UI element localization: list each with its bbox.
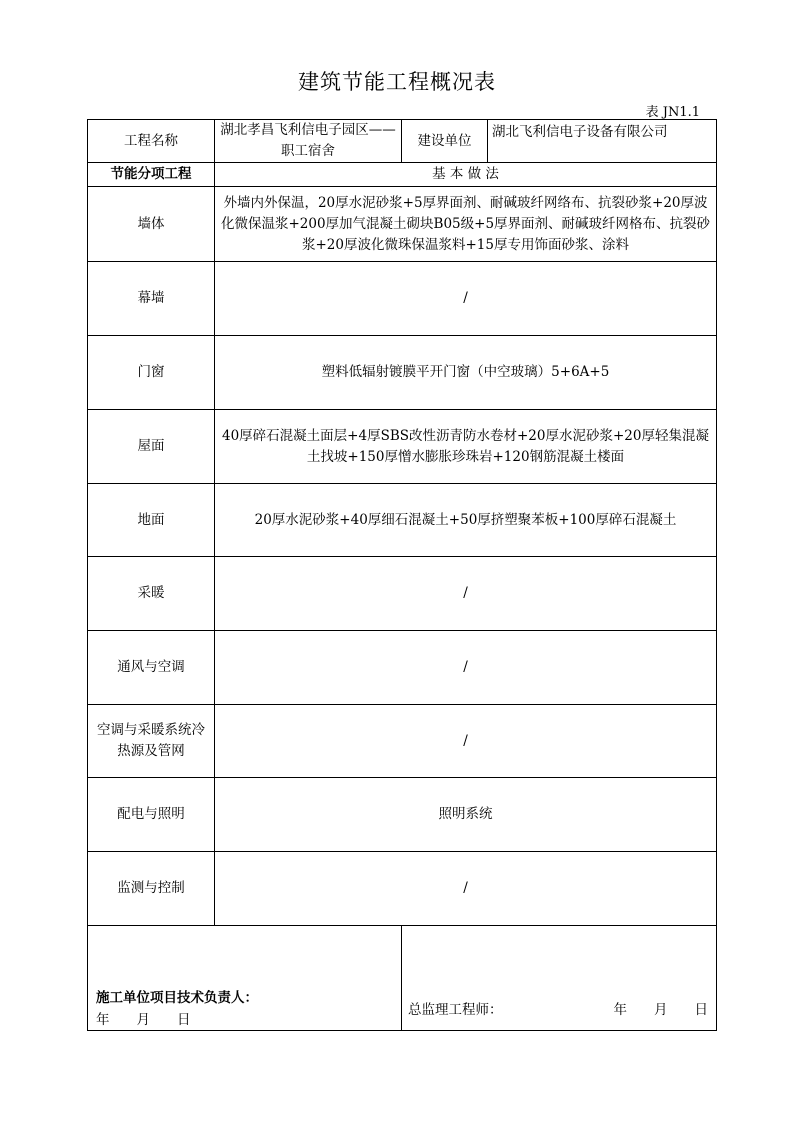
header-row bbox=[88, 120, 717, 163]
builder-label: 建设单位 bbox=[402, 120, 488, 163]
form-number: 表 JN1.1 bbox=[645, 105, 700, 120]
project-name-value: 湖北孝昌飞利信电子园区——职工宿舍 bbox=[215, 120, 402, 163]
row-method: 40厚碎石混凝土面层+4厚SBS改性沥青防水卷材+20厚水泥砂浆+20厚轻集混凝土找坡+150厚憎水膨胀珍珠岩+120钢筋混凝土楼面 bbox=[215, 410, 717, 484]
table-row bbox=[88, 187, 717, 262]
row-method: 塑料低辐射镀膜平开门窗（中空玻璃）5+6A+5 bbox=[215, 336, 717, 410]
row-item: 地面 bbox=[88, 484, 215, 557]
row-item: 门窗 bbox=[88, 336, 215, 410]
builder-value: 湖北飞利信电子设备有限公司 bbox=[488, 120, 717, 163]
column-header-row bbox=[88, 163, 717, 187]
construction-sign-date: 年 月 日 bbox=[96, 1012, 191, 1028]
table-row bbox=[88, 484, 717, 557]
column-header-item: 节能分项工程 bbox=[88, 163, 215, 187]
chief-supervisor-label: 总监理工程师： bbox=[408, 1002, 503, 1018]
row-item: 采暖 bbox=[88, 557, 215, 631]
table-row bbox=[88, 262, 717, 336]
document-title: 建筑节能工程概况表 bbox=[298, 70, 496, 94]
table-row bbox=[88, 557, 717, 631]
table-row bbox=[88, 778, 717, 852]
row-method: / bbox=[215, 262, 717, 336]
row-method: / bbox=[215, 852, 717, 926]
row-method: 20厚水泥砂浆+40厚细石混凝土+50厚挤塑聚苯板+100厚碎石混凝土 bbox=[215, 484, 717, 557]
row-item: 通风与空调 bbox=[88, 631, 215, 705]
table-row bbox=[88, 852, 717, 926]
table-row bbox=[88, 705, 717, 778]
supervisor-sign-date: 年 月 日 bbox=[613, 1002, 708, 1018]
table-row bbox=[88, 410, 717, 484]
row-item: 幕墙 bbox=[88, 262, 215, 336]
construction-signature-cell bbox=[88, 926, 402, 1031]
table-row bbox=[88, 631, 717, 705]
row-method: / bbox=[215, 557, 717, 631]
row-method: 照明系统 bbox=[215, 778, 717, 852]
row-method: / bbox=[215, 631, 717, 705]
supervisor-signature-cell bbox=[402, 926, 717, 1031]
row-item: 监测与控制 bbox=[88, 852, 215, 926]
column-header-method: 基 本 做 法 bbox=[215, 163, 717, 187]
table-row bbox=[88, 336, 717, 410]
overview-table bbox=[87, 119, 717, 1031]
row-item: 墙体 bbox=[88, 187, 215, 262]
construction-tech-lead-label: 施工单位项目技术负责人： bbox=[96, 990, 258, 1006]
row-item: 屋面 bbox=[88, 410, 215, 484]
row-item: 空调与采暖系统冷热源及管网 bbox=[88, 705, 215, 778]
signature-row bbox=[88, 926, 717, 1031]
row-method: / bbox=[215, 705, 717, 778]
project-name-label: 工程名称 bbox=[88, 120, 215, 163]
row-method: 外墙内外保温，20厚水泥砂浆+5厚界面剂、耐碱玻纤网络布、抗裂砂浆+20厚波化微保温浆+200厚加气混凝土砌块B05级+5厚界面剂、耐碱玻纤网格布、抗裂砂浆+20厚波化微珠保温浆料+15厚专用饰面砂浆、涂料 bbox=[215, 187, 717, 262]
row-item: 配电与照明 bbox=[88, 778, 215, 852]
